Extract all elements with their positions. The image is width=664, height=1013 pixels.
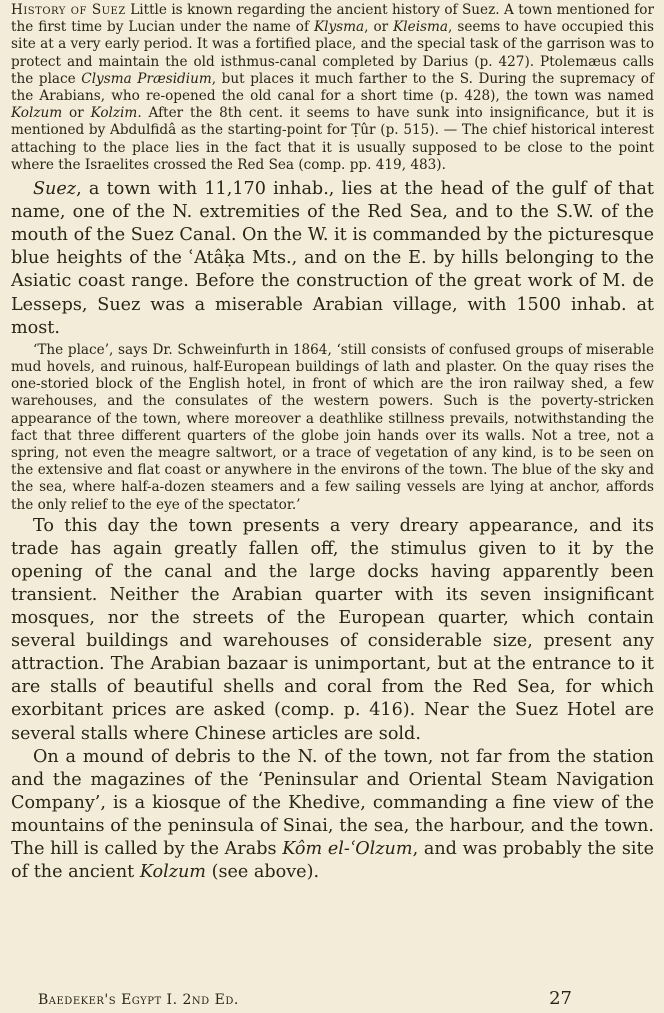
page-footer: [38, 988, 654, 1009]
suez-name: Suez: [33, 179, 77, 200]
page-number: 27: [549, 988, 572, 1009]
suez-description-paragraph: Suez, a town with 11,170 inhab., lies at the head of the gulf of that name, one of the N. extremities of the Red Sea, and to the S.W. of the mouth of the Suez Canal. On the W. it is commanded by the picturesque blue heights of the ʿAtâḳa Mts., and on the E. by hills belonging to the Asiatic coast range. Before the construction of the great work of M. de Lesseps, Suez was a miserable Arabian village, with 1500 inhab. at most.: [11, 179, 654, 338]
schweinfurth-quote: ‘The place’, says Dr. Schweinfurth in 1864, ‘still consists of confused groups of miserable mud hovels, and ruinous, half-European buildings of lath and plaster. On the quay rises the one-storied block of the English hotel, in front of which are the iron railway shed, a few warehouses, and the consulates of the western powers. Such is the poverty-stricken appearance of the town, where moreover a deathlike stillness prevails, notwithstanding the fact that three different quarters of the globe join hands over its walls. Not a tree, not a spring, not even the meagre saltwort, or a trace of vegetation of any kind, is to be seen on the extensive and flat coast or anywhere in the environs of the town. The blue of the sky and the sea, where half-a-dozen steamers and a few sailing vessels are lying at anchor, affords the only relief to the eye of the spectator.’: [11, 341, 654, 513]
history-heading: History of Suez: [11, 2, 126, 18]
history-paragraph: History of Suez Little is known regarding the ancient history of Suez. A town mentioned for the first time by Lucian under the name of Klysma, or Kleisma, seems to have occupied this site at a very early period. It was a fortified place, and the special task of the garrison was to protect and maintain the old isthmus-canal completed by Darius (p. 427). Ptolemæus calls the place Clysma Præsidium, but places it much farther to the S. During the supremacy of the Arabians, who re-opened the old canal for a short time (p. 428), the town was named Kolzum or Kolzim. After the 8th cent. it seems to have sunk into insignificance, but it is mentioned by Abdulfidâ as the starting-point for Ṭûr (p. 515). — The chief historical interest attaching to the place lies in the fact that it is usually supposed to be close to the point where the Israelites crossed the Red Sea (comp. pp. 419, 483).: [11, 2, 655, 173]
town-appearance-paragraph: To this day the town presents a very dreary appearance, and its trade has again greatly fallen off, the stimulus given to it by the opening of the canal and the large docks having apparently been transient. Neither the Arabian quarter with its seven insignificant mosques, nor the streets of the European quarter, which contain several buildings and warehouses of considerable size, present any attraction. The Arabian bazaar is unimportant, but at the entrance to it are stalls of beautiful shells and coral from the Red Sea, for which exorbitant prices are asked (comp. p. 416). Near the Suez Hotel are several stalls where Chinese articles are sold.: [11, 515, 654, 744]
publisher-signature: Baedeker's Egypt I. 2nd Ed.: [38, 992, 239, 1008]
kiosque-paragraph: On a mound of debris to the N. of the town, not far from the station and the magazines of the ‘Peninsular and Oriental Steam Navigation Company’, is a kiosque of the Khedive, commanding a fine view of the mountains of the peninsula of Sinai, the sea, the harbour, and the town. The hill is called by the Arabs Kôm el-ʿOlzum, and was probably the site of the ancient Kolzum (see above).: [11, 746, 654, 883]
